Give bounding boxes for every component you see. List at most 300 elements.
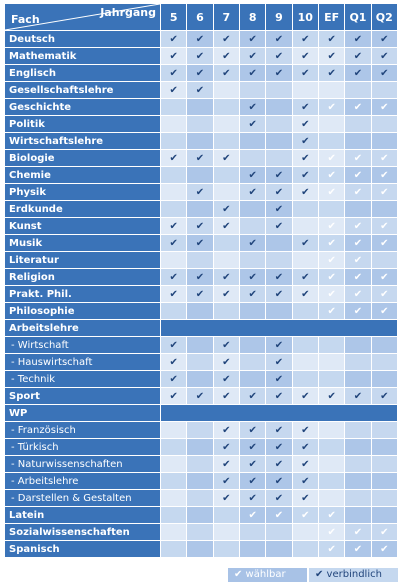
empty-cell	[345, 439, 370, 455]
empty-cell	[161, 116, 186, 132]
empty-cell	[293, 337, 318, 353]
required-check-icon: ✔	[266, 286, 291, 302]
required-check-icon: ✔	[187, 388, 212, 404]
empty-cell	[266, 150, 291, 166]
corner-header	[5, 4, 160, 30]
subject-label: Prakt. Phil.	[5, 286, 160, 302]
table-body	[5, 31, 397, 557]
empty-cell	[372, 422, 397, 438]
subject-label: Sport	[5, 388, 160, 404]
required-check-icon: ✔	[240, 422, 265, 438]
required-check-icon: ✔	[240, 269, 265, 285]
required-check-icon: ✔	[266, 167, 291, 183]
optional-check-icon: ✔	[345, 541, 370, 557]
empty-cell	[372, 473, 397, 489]
legend-required: ✔ verbindlich	[309, 568, 398, 582]
subject-label: Deutsch	[5, 31, 160, 47]
optional-check-icon: ✔	[319, 269, 344, 285]
empty-cell	[240, 82, 265, 98]
optional-check-icon: ✔	[345, 167, 370, 183]
required-check-icon: ✔	[214, 269, 239, 285]
required-check-icon: ✔	[240, 48, 265, 64]
empty-cell	[345, 473, 370, 489]
subject-label: Musik	[5, 235, 160, 251]
required-check-icon: ✔	[214, 65, 239, 81]
required-check-icon: ✔	[240, 184, 265, 200]
table-row	[5, 286, 397, 302]
required-check-icon: ✔	[293, 65, 318, 81]
empty-cell	[372, 201, 397, 217]
table-row	[5, 218, 397, 234]
empty-cell	[293, 524, 318, 540]
required-check-icon: ✔	[372, 65, 397, 81]
column-header-6: 6	[187, 4, 212, 30]
column-header-10: 10	[293, 4, 318, 30]
required-check-icon: ✔	[372, 48, 397, 64]
subject-label: Mathematik	[5, 48, 160, 64]
empty-cell	[266, 303, 291, 319]
empty-cell	[293, 218, 318, 234]
table-row	[5, 116, 397, 132]
optional-check-icon: ✔	[345, 524, 370, 540]
empty-cell	[187, 422, 212, 438]
required-check-icon: ✔	[187, 82, 212, 98]
subject-label: Erdkunde	[5, 201, 160, 217]
optional-check-icon: ✔	[345, 252, 370, 268]
empty-cell	[372, 490, 397, 506]
empty-cell	[187, 303, 212, 319]
required-check-icon: ✔	[240, 473, 265, 489]
required-check-icon: ✔	[293, 422, 318, 438]
required-check-icon: ✔	[214, 286, 239, 302]
required-check-icon: ✔	[266, 269, 291, 285]
required-check-icon: ✔	[161, 218, 186, 234]
empty-cell	[187, 116, 212, 132]
required-check-icon: ✔	[161, 354, 186, 370]
empty-cell	[214, 507, 239, 523]
required-check-icon: ✔	[266, 473, 291, 489]
table-row	[5, 354, 397, 370]
section-label: Arbeitslehre	[5, 320, 160, 336]
optional-check-icon: ✔	[372, 303, 397, 319]
required-check-icon: ✔	[266, 48, 291, 64]
required-check-icon: ✔	[266, 422, 291, 438]
jahrgang-label: Jahrgang	[100, 6, 156, 19]
empty-cell	[345, 82, 370, 98]
required-check-icon: ✔	[266, 184, 291, 200]
empty-cell	[161, 439, 186, 455]
empty-cell	[266, 133, 291, 149]
required-check-icon: ✔	[293, 388, 318, 404]
table-row	[5, 473, 397, 489]
empty-cell	[161, 456, 186, 472]
column-header-q1: Q1	[345, 4, 370, 30]
required-check-icon: ✔	[161, 269, 186, 285]
table-row	[5, 167, 397, 183]
required-check-icon: ✔	[161, 48, 186, 64]
table-row	[5, 65, 397, 81]
required-check-icon: ✔	[240, 65, 265, 81]
subject-label: Geschichte	[5, 99, 160, 115]
empty-cell	[293, 201, 318, 217]
optional-check-icon: ✔	[319, 150, 344, 166]
required-check-icon: ✔	[240, 167, 265, 183]
empty-cell	[161, 99, 186, 115]
section-row	[5, 320, 397, 336]
empty-cell	[214, 116, 239, 132]
optional-check-icon: ✔	[293, 507, 318, 523]
required-check-icon: ✔	[266, 65, 291, 81]
table-row	[5, 82, 397, 98]
required-check-icon: ✔	[161, 65, 186, 81]
empty-cell	[240, 133, 265, 149]
required-check-icon: ✔	[187, 184, 212, 200]
empty-cell	[266, 116, 291, 132]
required-check-icon: ✔	[187, 286, 212, 302]
table-row	[5, 201, 397, 217]
required-check-icon: ✔	[345, 388, 370, 404]
empty-cell	[372, 252, 397, 268]
required-check-icon: ✔	[187, 31, 212, 47]
required-check-icon: ✔	[266, 490, 291, 506]
required-check-icon: ✔	[293, 473, 318, 489]
required-check-icon: ✔	[214, 371, 239, 387]
column-header-q2: Q2	[372, 4, 397, 30]
empty-cell	[214, 133, 239, 149]
required-check-icon: ✔	[214, 456, 239, 472]
empty-cell	[319, 337, 344, 353]
empty-cell	[161, 252, 186, 268]
subject-label: Spanisch	[5, 541, 160, 557]
required-check-icon: ✔	[240, 235, 265, 251]
required-check-icon: ✔	[214, 388, 239, 404]
empty-cell	[187, 371, 212, 387]
optional-check-icon: ✔	[372, 184, 397, 200]
optional-check-icon: ✔	[240, 507, 265, 523]
required-check-icon: ✔	[293, 99, 318, 115]
empty-cell	[372, 116, 397, 132]
required-check-icon: ✔	[161, 371, 186, 387]
required-check-icon: ✔	[293, 116, 318, 132]
required-check-icon: ✔	[266, 218, 291, 234]
empty-cell	[187, 490, 212, 506]
empty-cell	[266, 82, 291, 98]
optional-check-icon: ✔	[372, 524, 397, 540]
empty-cell	[240, 252, 265, 268]
required-check-icon: ✔	[240, 31, 265, 47]
table-row	[5, 235, 397, 251]
column-header-9: 9	[266, 4, 291, 30]
subject-table	[4, 3, 398, 558]
legend	[0, 568, 403, 582]
empty-cell	[345, 354, 370, 370]
subject-label: Biologie	[5, 150, 160, 166]
optional-check-icon: ✔	[266, 507, 291, 523]
empty-cell	[345, 371, 370, 387]
optional-check-icon: ✔	[319, 303, 344, 319]
empty-cell	[214, 99, 239, 115]
empty-cell	[372, 354, 397, 370]
optional-check-icon: ✔	[319, 524, 344, 540]
empty-cell	[214, 524, 239, 540]
required-check-icon: ✔	[345, 65, 370, 81]
optional-check-icon: ✔	[345, 303, 370, 319]
sub-subject-label: - Darstellen & Gestalten	[5, 490, 160, 506]
required-check-icon: ✔	[345, 48, 370, 64]
table-row	[5, 269, 397, 285]
empty-cell	[187, 541, 212, 557]
empty-cell	[161, 184, 186, 200]
optional-check-icon: ✔	[345, 269, 370, 285]
required-check-icon: ✔	[214, 48, 239, 64]
empty-cell	[187, 354, 212, 370]
empty-cell	[187, 167, 212, 183]
subject-label: Sozialwissenschaften	[5, 524, 160, 540]
subject-label: Wirtschaftslehre	[5, 133, 160, 149]
empty-cell	[345, 201, 370, 217]
empty-cell	[161, 303, 186, 319]
optional-check-icon: ✔	[372, 286, 397, 302]
empty-cell	[319, 439, 344, 455]
table-row	[5, 150, 397, 166]
empty-cell	[240, 541, 265, 557]
fach-label: Fach	[11, 13, 40, 26]
table-row	[5, 524, 397, 540]
empty-cell	[345, 507, 370, 523]
optional-check-icon: ✔	[372, 150, 397, 166]
empty-cell	[372, 507, 397, 523]
empty-cell	[187, 201, 212, 217]
section-fill	[161, 405, 397, 421]
required-check-icon: ✔	[240, 286, 265, 302]
empty-cell	[345, 422, 370, 438]
empty-cell	[319, 82, 344, 98]
empty-cell	[214, 541, 239, 557]
sub-subject-label: - Französisch	[5, 422, 160, 438]
table-row	[5, 371, 397, 387]
empty-cell	[161, 167, 186, 183]
empty-cell	[214, 252, 239, 268]
empty-cell	[319, 116, 344, 132]
empty-cell	[319, 201, 344, 217]
table-row	[5, 490, 397, 506]
empty-cell	[345, 116, 370, 132]
empty-cell	[266, 235, 291, 251]
empty-cell	[240, 201, 265, 217]
empty-cell	[214, 167, 239, 183]
empty-cell	[240, 303, 265, 319]
required-check-icon: ✔	[293, 133, 318, 149]
required-check-icon: ✔	[161, 286, 186, 302]
empty-cell	[266, 541, 291, 557]
empty-cell	[345, 337, 370, 353]
empty-cell	[372, 133, 397, 149]
required-check-icon: ✔	[345, 31, 370, 47]
column-header-ef: EF	[319, 4, 344, 30]
optional-check-icon: ✔	[372, 99, 397, 115]
empty-cell	[161, 490, 186, 506]
optional-check-icon: ✔	[319, 507, 344, 523]
empty-cell	[187, 337, 212, 353]
empty-cell	[214, 184, 239, 200]
required-check-icon: ✔	[319, 48, 344, 64]
empty-cell	[214, 82, 239, 98]
required-check-icon: ✔	[266, 337, 291, 353]
empty-cell	[266, 99, 291, 115]
empty-cell	[319, 371, 344, 387]
subject-label: Physik	[5, 184, 160, 200]
required-check-icon: ✔	[214, 354, 239, 370]
empty-cell	[372, 439, 397, 455]
required-check-icon: ✔	[293, 456, 318, 472]
required-check-icon: ✔	[266, 201, 291, 217]
table-row	[5, 507, 397, 523]
empty-cell	[293, 371, 318, 387]
required-check-icon: ✔	[214, 439, 239, 455]
optional-check-icon: ✔	[319, 184, 344, 200]
optional-check-icon: ✔	[372, 167, 397, 183]
empty-cell	[345, 456, 370, 472]
empty-cell	[266, 252, 291, 268]
optional-check-icon: ✔	[319, 286, 344, 302]
required-check-icon: ✔	[214, 473, 239, 489]
subject-label: Politik	[5, 116, 160, 132]
optional-check-icon: ✔	[319, 235, 344, 251]
empty-cell	[161, 201, 186, 217]
required-check-icon: ✔	[240, 439, 265, 455]
optional-check-icon: ✔	[345, 184, 370, 200]
required-check-icon: ✔	[187, 235, 212, 251]
required-check-icon: ✔	[266, 456, 291, 472]
empty-cell	[161, 507, 186, 523]
sub-subject-label: - Wirtschaft	[5, 337, 160, 353]
empty-cell	[214, 235, 239, 251]
empty-cell	[293, 82, 318, 98]
section-label: WP	[5, 405, 160, 421]
column-header-8: 8	[240, 4, 265, 30]
required-check-icon: ✔	[372, 31, 397, 47]
empty-cell	[187, 456, 212, 472]
empty-cell	[161, 422, 186, 438]
empty-cell	[345, 133, 370, 149]
empty-cell	[240, 218, 265, 234]
empty-cell	[214, 303, 239, 319]
sub-subject-label: - Hauswirtschaft	[5, 354, 160, 370]
empty-cell	[266, 524, 291, 540]
empty-cell	[293, 541, 318, 557]
optional-check-icon: ✔	[319, 252, 344, 268]
empty-cell	[319, 473, 344, 489]
empty-cell	[187, 439, 212, 455]
sub-subject-label: - Arbeitslehre	[5, 473, 160, 489]
optional-check-icon: ✔	[345, 150, 370, 166]
required-check-icon: ✔	[319, 388, 344, 404]
empty-cell	[187, 133, 212, 149]
optional-check-icon: ✔	[319, 99, 344, 115]
optional-check-icon: ✔	[372, 269, 397, 285]
empty-cell	[293, 252, 318, 268]
empty-cell	[372, 82, 397, 98]
empty-cell	[240, 524, 265, 540]
table-row	[5, 422, 397, 438]
required-check-icon: ✔	[240, 99, 265, 115]
table-row	[5, 303, 397, 319]
required-check-icon: ✔	[266, 371, 291, 387]
required-check-icon: ✔	[266, 388, 291, 404]
required-check-icon: ✔	[319, 65, 344, 81]
required-check-icon: ✔	[240, 490, 265, 506]
empty-cell	[293, 303, 318, 319]
sub-subject-label: - Türkisch	[5, 439, 160, 455]
required-check-icon: ✔	[372, 388, 397, 404]
required-check-icon: ✔	[266, 31, 291, 47]
required-check-icon: ✔	[293, 150, 318, 166]
section-row	[5, 405, 397, 421]
required-check-icon: ✔	[161, 150, 186, 166]
table-row	[5, 99, 397, 115]
required-check-icon: ✔	[293, 269, 318, 285]
empty-cell	[240, 371, 265, 387]
empty-cell	[240, 150, 265, 166]
required-check-icon: ✔	[293, 235, 318, 251]
required-check-icon: ✔	[187, 218, 212, 234]
optional-check-icon: ✔	[345, 218, 370, 234]
subject-label: Kunst	[5, 218, 160, 234]
subject-label: Gesellschaftslehre	[5, 82, 160, 98]
required-check-icon: ✔	[293, 439, 318, 455]
empty-cell	[187, 507, 212, 523]
empty-cell	[319, 354, 344, 370]
required-check-icon: ✔	[187, 65, 212, 81]
optional-check-icon: ✔	[319, 218, 344, 234]
table-row	[5, 184, 397, 200]
empty-cell	[293, 354, 318, 370]
optional-check-icon: ✔	[345, 286, 370, 302]
subject-table-container	[4, 3, 398, 558]
table-row	[5, 388, 397, 404]
required-check-icon: ✔	[214, 150, 239, 166]
required-check-icon: ✔	[187, 150, 212, 166]
empty-cell	[161, 133, 186, 149]
empty-cell	[187, 252, 212, 268]
empty-cell	[319, 490, 344, 506]
optional-check-icon: ✔	[319, 541, 344, 557]
empty-cell	[319, 422, 344, 438]
optional-check-icon: ✔	[372, 235, 397, 251]
empty-cell	[161, 524, 186, 540]
required-check-icon: ✔	[214, 337, 239, 353]
sub-subject-label: - Technik	[5, 371, 160, 387]
sub-subject-label: - Naturwissenschaften	[5, 456, 160, 472]
required-check-icon: ✔	[293, 286, 318, 302]
required-check-icon: ✔	[214, 422, 239, 438]
subject-label: Chemie	[5, 167, 160, 183]
required-check-icon: ✔	[293, 184, 318, 200]
required-check-icon: ✔	[214, 201, 239, 217]
optional-check-icon: ✔	[345, 99, 370, 115]
header-row	[5, 4, 397, 30]
optional-check-icon: ✔	[372, 541, 397, 557]
required-check-icon: ✔	[319, 31, 344, 47]
required-check-icon: ✔	[187, 48, 212, 64]
required-check-icon: ✔	[214, 31, 239, 47]
empty-cell	[319, 456, 344, 472]
empty-cell	[187, 524, 212, 540]
required-check-icon: ✔	[240, 388, 265, 404]
required-check-icon: ✔	[240, 456, 265, 472]
empty-cell	[187, 473, 212, 489]
empty-cell	[372, 456, 397, 472]
